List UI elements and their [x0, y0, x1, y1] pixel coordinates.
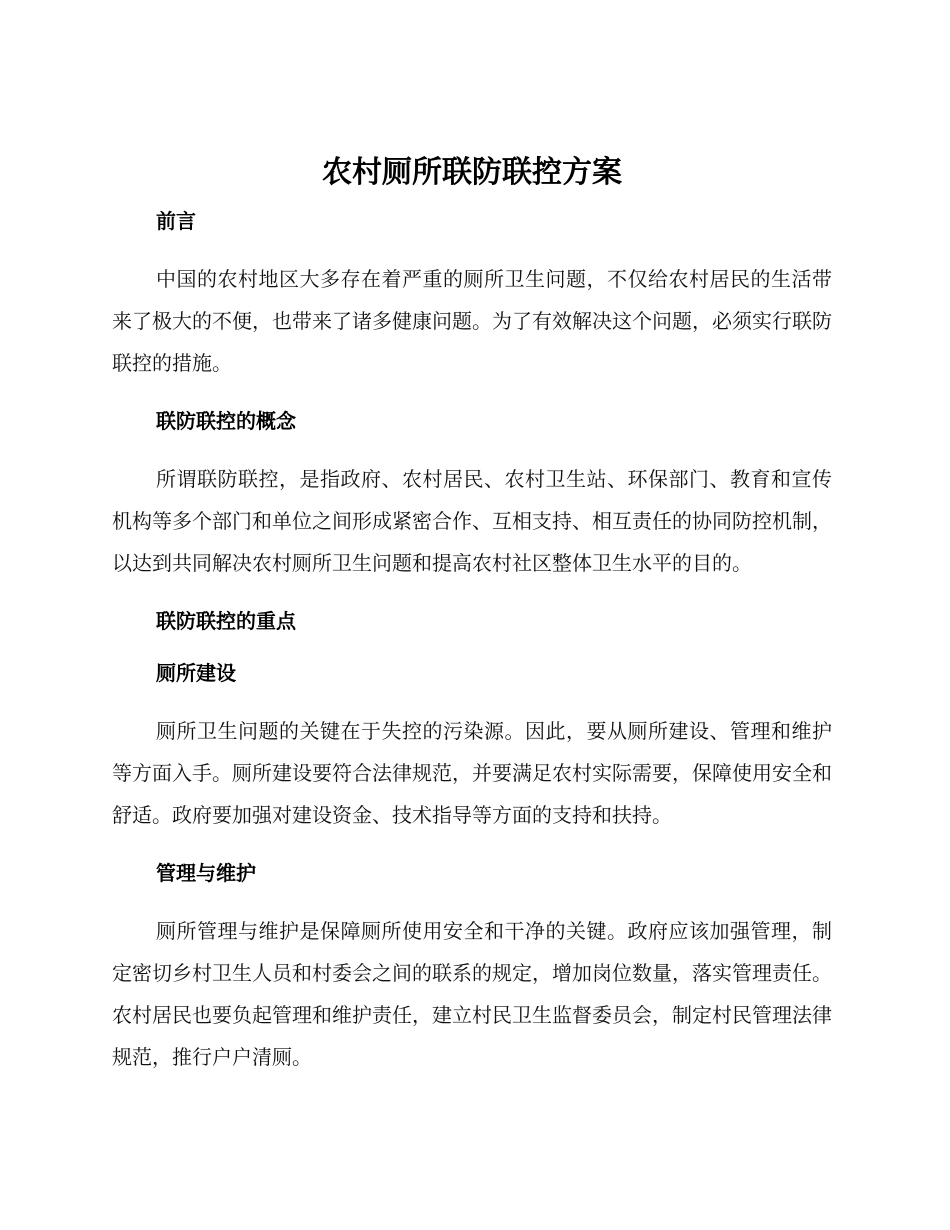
section-paragraph-maintenance: 厕所管理与维护是保障厕所使用安全和干净的关键。政府应该加强管理，制定密切乡村卫生人员和村委会之间的联系的规定，增加岗位数量，落实管理责任。农村居民也要负起管理和维护责任，建立村民卫生监督委员会，制定村民管理法律规范，推行户户清厕。 — [112, 919, 832, 1069]
section-heading-concept: 联防联控的概念 — [156, 409, 296, 433]
section-paragraph-concept: 所谓联防联控，是指政府、农村居民、农村卫生站、环保部门、教育和宣传机构等多个部门和单位之间形成紧密合作、互相支持、相互责任的协同防控机制，以达到共同解决农村厕所卫生问题和提高农村社区整体卫生水平的目的。 — [112, 467, 832, 575]
section-paragraph-preface: 中国的农村地区大多存在着严重的厕所卫生问题，不仅给农村居民的生活带来了极大的不便，也带来了诸多健康问题。为了有效解决这个问题，必须实行联防联控的措施。 — [112, 267, 832, 375]
section-heading-preface: 前言 — [156, 209, 196, 233]
section-heading-construction: 厕所建设 — [156, 661, 236, 685]
section-paragraph-construction: 厕所卫生问题的关键在于失控的污染源。因此，要从厕所建设、管理和维护等方面入手。厕所建设要符合法律规范，并要满足农村实际需要，保障使用安全和舒适。政府要加强对建设资金、技术指导等方面的支持和扶持。 — [112, 719, 832, 827]
section-heading-maintenance: 管理与维护 — [156, 861, 256, 885]
document-page — [112, 150, 832, 1078]
section-heading-focus: 联防联控的重点 — [156, 609, 296, 633]
document-title: 农村厕所联防联控方案 — [322, 155, 622, 190]
